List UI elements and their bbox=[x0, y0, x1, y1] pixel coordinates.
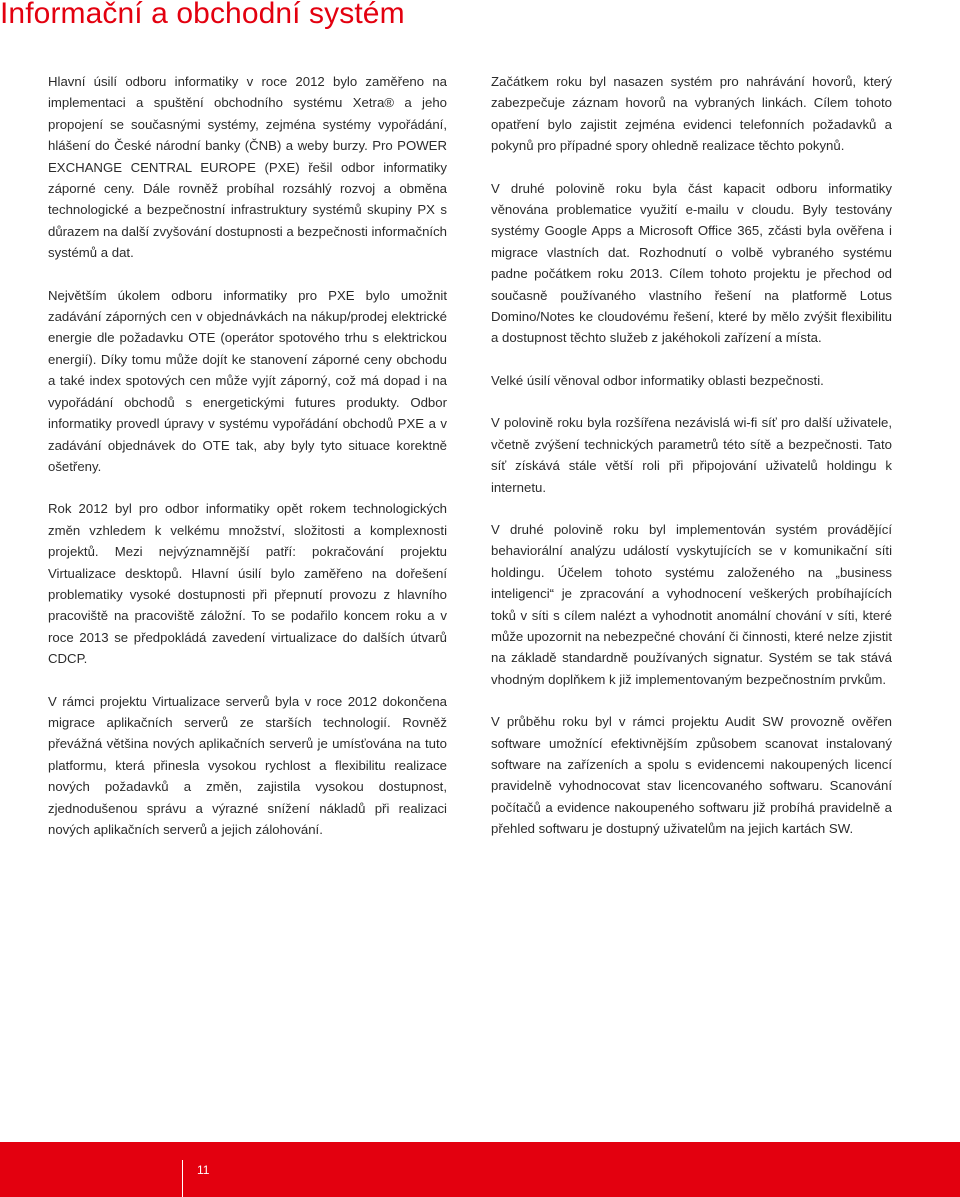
page-title: Informační a obchodní systém bbox=[0, 0, 405, 30]
paragraph: Velké úsilí věnoval odbor informatiky oblasti bezpečnosti. bbox=[491, 372, 824, 388]
footer-divider bbox=[182, 1160, 183, 1197]
left-text-column bbox=[48, 71, 447, 861]
paragraph: V druhé polovině roku byla část kapacit odboru informatiky věnována problematice využití e-mailu v cloudu. Byly testovány systémy Google Apps a Microsoft Office 365, zčásti byla ověřena i migrace vlastních dat. Rozhodnutí o volbě vybraného systému padne počátkem roku 2013. Cílem tohoto projektu je přechod od současně používaného vlastního řešení na platformě Lotus Domino/Notes ke cloudovému řešení, které by mělo zvýšit flexibilitu a dostupnost těchto služeb z jakéhokoli zařízení a místa. bbox=[491, 180, 892, 346]
footer-band bbox=[0, 1142, 960, 1197]
paragraph: Největším úkolem odboru informatiky pro PXE bylo umožnit zadávání záporných cen v objednávkách na nákup/prodej elektrické energie dle požadavku OTE (operátor spotového trhu s elektrickou energií). Díky tomu může dojít ke stanovení záporné ceny obchodu a také index spotových cen může vyjít záporný, což má dopad i na vypořádání obchodů s energetickými futures produkty. Odbor informatiky provedl úpravy v systému vypořádání obchodů PXE a v zadávání objednávek do OTE tak, aby byly tyto situace korektně ošetřeny. bbox=[48, 287, 447, 474]
paragraph: Začátkem roku byl nasazen systém pro nahrávání hovorů, který zabezpečuje záznam hovorů na vybraných linkách. Cílem tohoto opatření bylo zajistit zejména evidenci telefonních požadavků a pokynů pro případné spory ohledně realizace těchto pokynů. bbox=[491, 74, 892, 154]
paragraph: V průběhu roku byl v rámci projektu Audit SW provozně ověřen software umožnící efektivnějším způsobem scanovat instalovaný software na zařízeních a spolu s evidencemi nakoupených licencí pravidelně vyhodnocovat stav licencovaného softwaru. Scanování počítačů a evidence nakoupeného softwaru již probíhá pravidelně a přehled softwaru je dostupný uživatelům na jejich kartách SW. bbox=[491, 714, 892, 837]
paragraph: Rok 2012 byl pro odbor informatiky opět rokem technologických změn vzhledem k velkému množství, složitosti a komplexnosti projektů. Mezi nejvýznamnější patří: pokračování projektu Virtualizace desktopů. Hlavní úsilí bylo zaměřeno na dořešení problematiky vysoké dostupnosti při přepnutí provozu z hlavního pracoviště na pracoviště záložní. To se podařilo koncem roku a v roce 2013 se předpokládá zavedení virtualizace do dalších útvarů CDCP. bbox=[48, 501, 447, 667]
paragraph: V polovině roku byla rozšířena nezávislá wi-fi síť pro další uživatele, včetně zvýšení technických parametrů této sítě a bezpečnosti. Tato síť získává stále větší roli při připojování uživatelů holdingu k internetu. bbox=[491, 415, 892, 495]
paragraph: Hlavní úsilí odboru informatiky v roce 2012 bylo zaměřeno na implementaci a spuštění obchodního systému Xetra® a jeho propojení se současnými systémy, zejména systémy vypořádání, hlášení do České národní banky (ČNB) a weby burzy. Pro POWER EXCHANGE CENTRAL EUROPE (PXE) řešil odbor informatiky záporné ceny. Dále rovněž probíhal rozsáhlý rozvoj a obměna technologické a bezpečnostní infrastruktury systémů skupiny PX s důrazem na další zvyšování dostupnosti a bezpečnosti informačních systémů a dat. bbox=[48, 74, 447, 261]
right-text-column bbox=[491, 71, 892, 861]
paragraph: V rámci projektu Virtualizace serverů byla v roce 2012 dokončena migrace aplikačních serverů ze starších technologií. Rovněž převážná většina nových aplikačních serverů je umísťována na tuto platformu, která přinesla vysokou rychlost a flexibilitu realizace nových požadavků a změn, zajistila vysokou dostupnost, zjednodušenou správu a výrazné snížení nákladů při realizaci nových aplikačních serverů a jejich zálohování. bbox=[48, 693, 447, 837]
paragraph: V druhé polovině roku byl implementován systém provádějící behaviorální analýzu událostí vyskytujících se v komunikační síti holdingu. Účelem tohoto systému založeného na „business inteligenci“ je zpracování a vyhodnocení veškerých probíhajících toků v síti s cílem nalézt a vyhodnotit anomální chování v síti, které může upozornit na nebezpečné chování či činnosti, které nelze zjistit na základě standardně používaných signatur. Systém se tak stává vhodným doplňkem k již implementovaným bezpečnostním prvkům. bbox=[491, 521, 892, 687]
page-number: 11 bbox=[197, 1163, 210, 1177]
